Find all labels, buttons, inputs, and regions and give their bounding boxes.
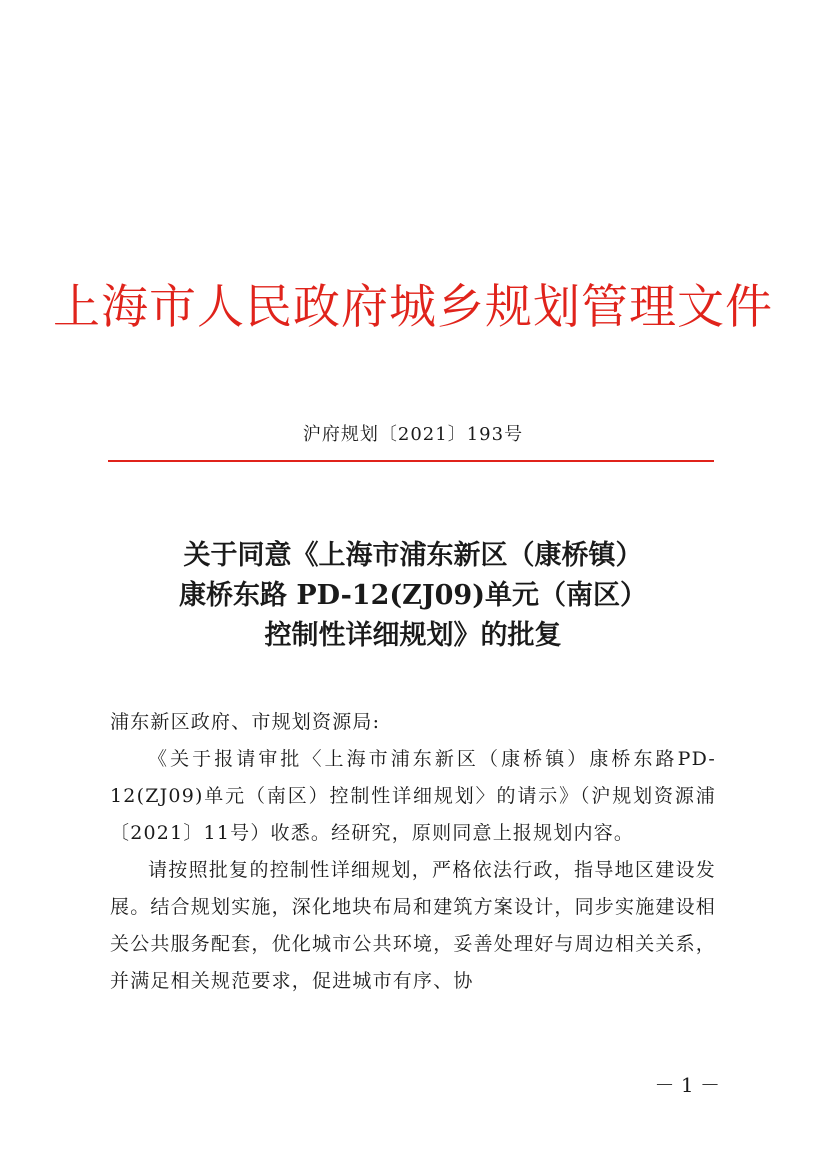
issuing-authority-header: 上海市人民政府城乡规划管理文件 <box>53 280 773 335</box>
body-paragraph-2: 请按照批复的控制性详细规划，严格依法行政，指导地区建设发展。结合规划实施，深化地块布局和建筑方案设计，同步实施建设相关公共服务配套，优化城市公共环境，妥善处理好与周边相关关系，并满足相关规范要求，促进城市有序、协 <box>110 859 717 992</box>
document-number: 沪府规划〔2021〕193号 <box>302 424 524 445</box>
title-line-3: 控制性详细规划》的批复 <box>264 620 562 651</box>
page-number: － 1 － <box>654 1073 720 1097</box>
title-line-1: 关于同意《上海市浦东新区（康桥镇） <box>183 540 643 571</box>
salutation: 浦东新区政府、市规划资源局: <box>110 711 381 733</box>
title-line-2: 康桥东路 PD-12(ZJ09)单元（南区） <box>178 580 647 611</box>
body-paragraph-1: 《关于报请审批〈上海市浦东新区（康桥镇）康桥东路PD-12(ZJ09)单元（南区）控制性详细规划〉的请示》（沪规划资源浦〔2021〕11号）收悉。经研究，原则同意上报规划内容。 <box>110 748 716 844</box>
red-separator-line <box>108 460 714 462</box>
document-body <box>110 704 716 1000</box>
document-title <box>60 536 766 656</box>
